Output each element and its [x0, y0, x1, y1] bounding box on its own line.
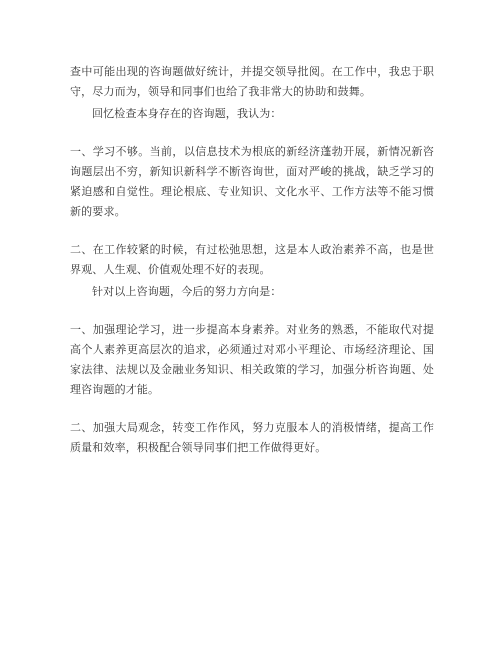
paragraph-problems-intro: 回忆检查本身存在的咨询题，我认为： [92, 107, 282, 120]
paragraph-direction-one: 一、加强理论学习，进一步提高本身素养。对业务的熟悉，不能取代对提高个人素养更高层次的追求，必须通过对邓小平理论、市场经济理论、国家法律、法规以及金融业务知识、相关政策的学习，加强分析咨询题、处理咨询题的才能。 [70, 323, 434, 396]
document-body [70, 62, 434, 458]
paragraph-problem-two: 二、在工作较紧的时候，有过松弛思想，这是本人政治素养不高，也是世界观、人生观、价值观处理不好的表现。 [70, 243, 434, 276]
paragraph-problem-one: 一、学习不够。当前，以信息技术为根底的新经济蓬勃开展，新情况新咨询题层出不穷，新知识新科学不断咨询世，面对严峻的挑战，缺乏学习的紧迫感和自觉性。理论根底、专业知识、文化水平、工作方法等不能习惯新的要求。 [70, 145, 434, 218]
paragraph-work-summary: 查中可能出现的咨询题做好统计，并提交领导批阅。在工作中，我忠于职守，尽力而为，领导和同事们也给了我非常大的协助和鼓舞。 [70, 65, 434, 98]
paragraph-direction-intro: 针对以上咨询题，今后的努力方向是： [92, 285, 282, 298]
paragraph-direction-two: 二、加强大局观念，转变工作作风，努力克服本人的消极情绪，提高工作质量和效率，积极配合领导同事们把工作做得更好。 [70, 421, 434, 454]
